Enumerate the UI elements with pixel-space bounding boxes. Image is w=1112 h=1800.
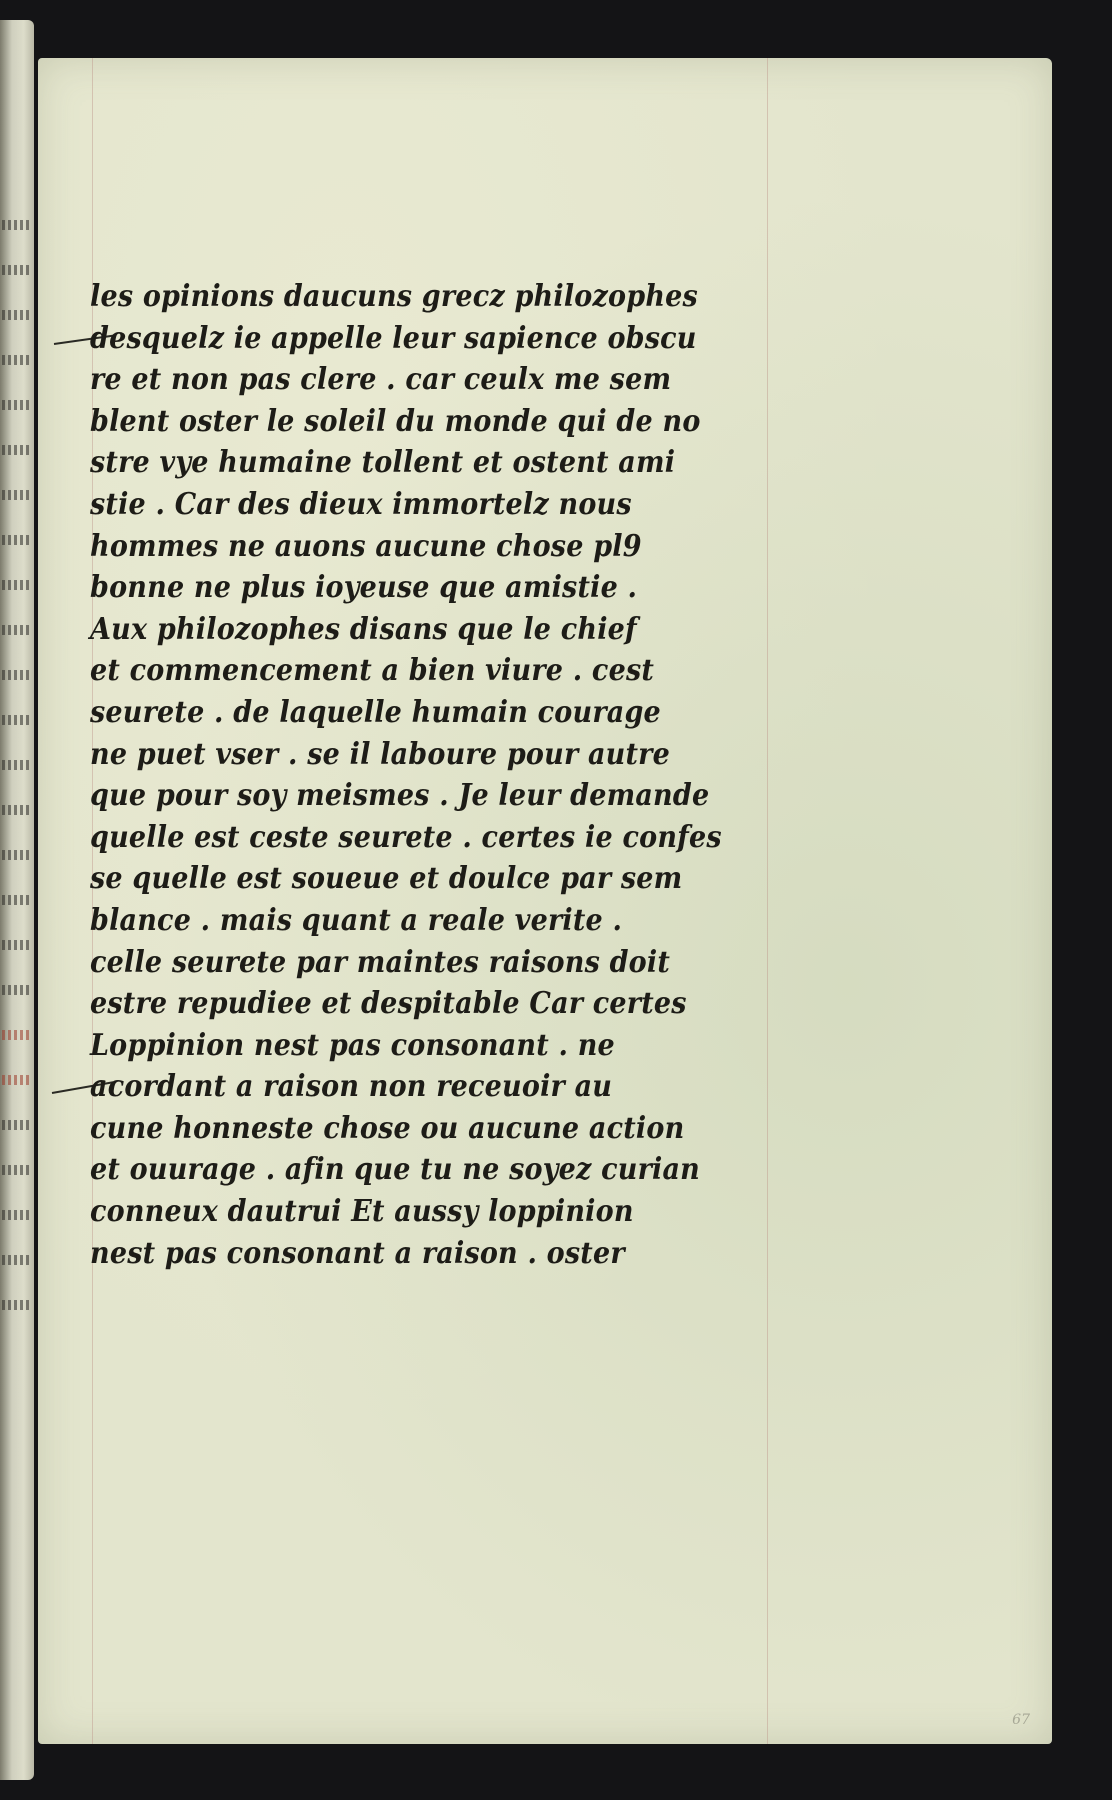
text-line: conneux dautrui Et aussy loppinion: [90, 1194, 634, 1229]
adjacent-page-edge: [0, 20, 34, 1780]
text-line: nest pas consonant a raison . oster: [90, 1235, 625, 1271]
text-line: stie . Car des dieux immortelz nous: [90, 487, 632, 522]
text-line: que pour soy meismes . Je leur demande: [90, 778, 710, 813]
text-line: blance . mais quant a reale verite .: [90, 903, 623, 938]
text-line: celle seurete par maintes raisons doit: [90, 944, 671, 980]
ruling-line-right: [767, 58, 768, 1744]
text-line: ne puet vser . se il laboure pour autre: [90, 736, 670, 772]
manuscript-folio: [38, 58, 1052, 1744]
folio-number: 67: [1012, 1712, 1030, 1728]
text-line: desquelz ie appelle leur sapience obscu: [90, 320, 697, 356]
text-line: et commencement a bien viure . cest: [90, 653, 655, 689]
text-line: et ouurage . afin que tu ne soyez curian: [90, 1152, 700, 1188]
text-line: blent oster le soleil du monde qui de no: [90, 403, 701, 439]
text-line: bonne ne plus ioyeuse que amistie .: [90, 570, 638, 605]
text-line: re et non pas clere . car ceulx me sem: [90, 362, 672, 398]
text-line: les opinions daucuns grecz philozophes: [90, 279, 698, 314]
text-line: Aux philozophes disans que le chief: [90, 611, 637, 647]
text-line: estre repudiee et despitable Car certes: [90, 986, 687, 1021]
text-line: hommes ne auons aucune chose pl9: [90, 528, 642, 564]
text-line: cune honneste chose ou aucune action: [90, 1110, 685, 1146]
text-line: se quelle est soueue et doulce par sem: [90, 861, 683, 897]
text-block: [90, 276, 722, 1274]
text-line: acordant a raison non receuoir au: [90, 1069, 613, 1105]
text-line: quelle est ceste seurete . certes ie confes: [90, 819, 722, 855]
text-line: stre vye humaine tollent et ostent ami: [90, 445, 676, 481]
text-line: Loppinion nest pas consonant . ne: [90, 1027, 615, 1063]
text-line: seurete . de laquelle humain courage: [90, 695, 661, 730]
